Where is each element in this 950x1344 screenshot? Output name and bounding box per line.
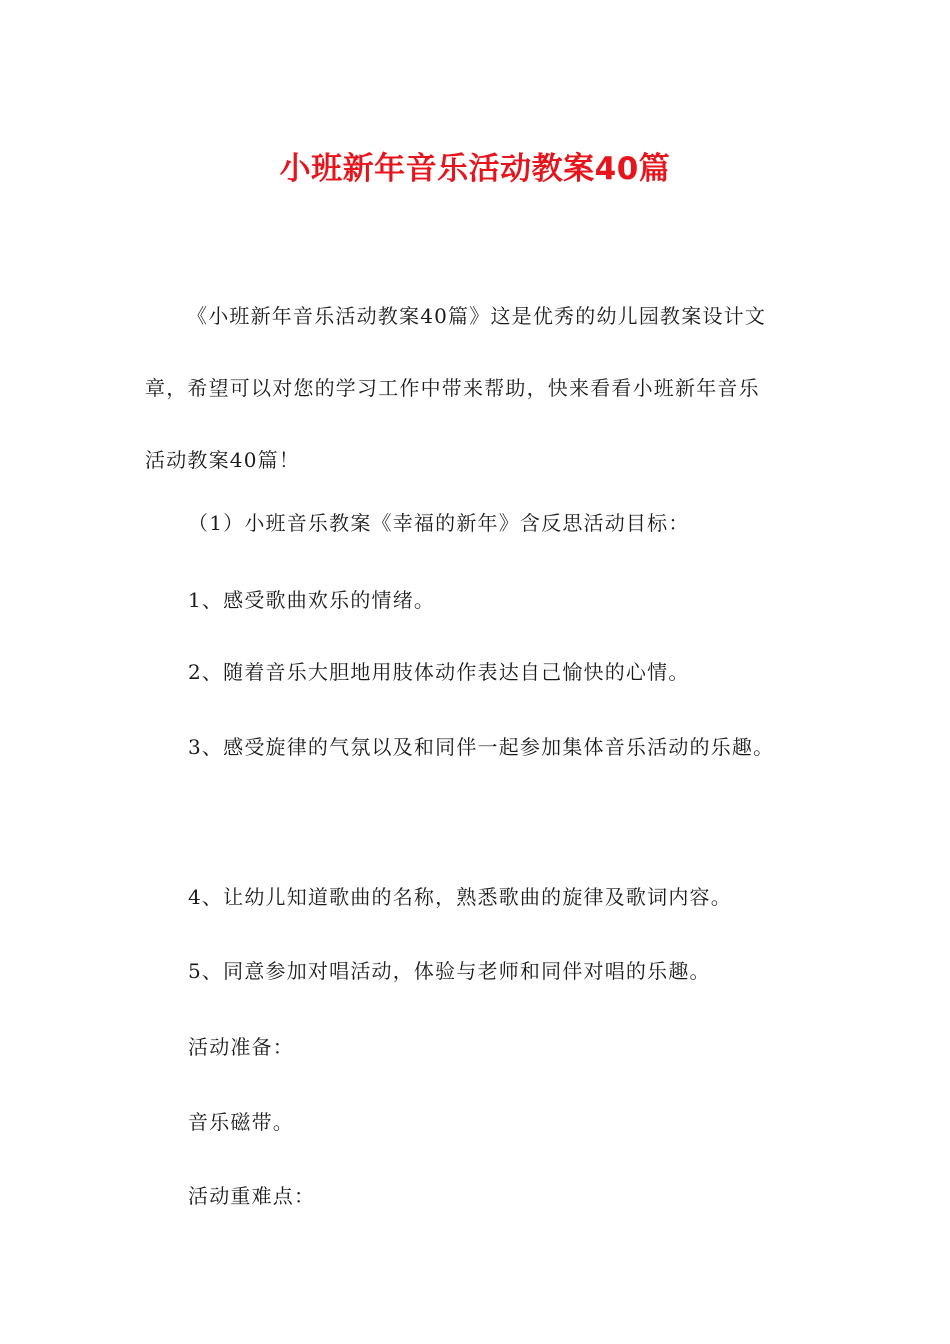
intro-paragraph — [145, 280, 809, 496]
preparation-item: 音乐磁带。 — [188, 1110, 294, 1134]
goal-item-5: 5、同意参加对唱活动，体验与老师和同伴对唱的乐趣。 — [188, 959, 711, 983]
intro-line: 章，希望可以对您的学习工作中带来帮助，快来看看小班新年音乐 — [145, 376, 760, 400]
key-points-heading: 活动重难点： — [188, 1184, 316, 1208]
document-title: 小班新年音乐活动教案40篇 — [279, 151, 671, 187]
intro-line: 活动教案40篇！ — [145, 448, 301, 472]
intro-line: 《小班新年音乐活动教案40篇》这是优秀的幼儿园教案设计文 — [187, 304, 767, 328]
preparation-heading: 活动准备： — [188, 1035, 294, 1059]
goal-item-3: 3、感受旋律的气氛以及和同伴一起参加集体音乐活动的乐趣。 — [188, 735, 775, 759]
goal-item-1: 1、感受歌曲欢乐的情绪。 — [188, 588, 436, 612]
section-heading: （1）小班音乐教案《幸福的新年》含反思活动目标： — [188, 511, 690, 535]
goal-item-2: 2、随着音乐大胆地用肢体动作表达自己愉快的心情。 — [188, 660, 690, 684]
goal-item-4: 4、让幼儿知道歌曲的名称，熟悉歌曲的旋律及歌词内容。 — [188, 885, 732, 909]
